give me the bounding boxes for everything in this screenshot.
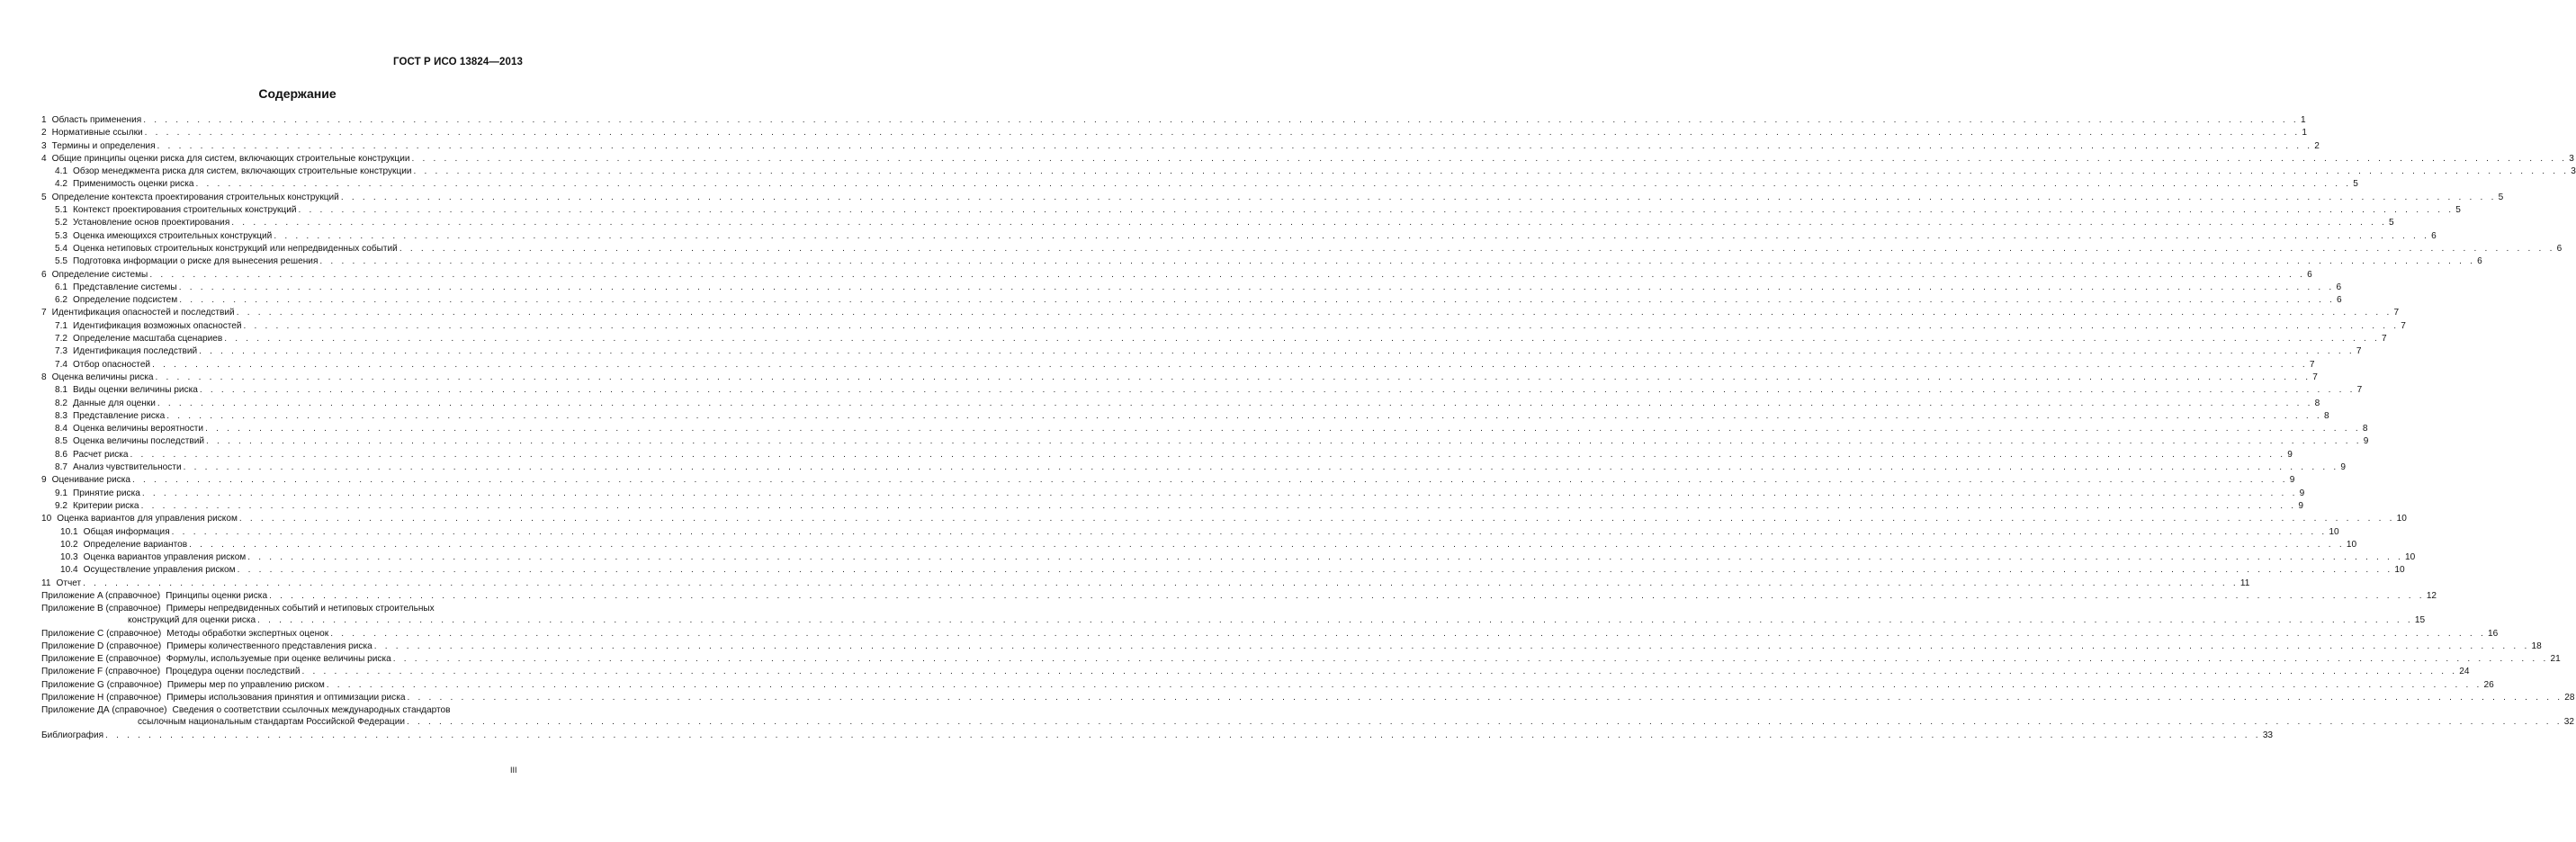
toc-entry[interactable] <box>41 704 525 716</box>
toc-entry-number: 5.2 <box>55 218 68 228</box>
toc-entry[interactable] <box>41 178 2358 191</box>
toc-entry[interactable] <box>41 243 2563 255</box>
toc-entry-page: 7 <box>2356 346 2362 357</box>
toc-entry-title: Расчет риска <box>73 449 129 460</box>
toc-entry-page: 12 <box>2426 590 2437 601</box>
toc-entry-page: 7 <box>2309 359 2315 370</box>
dot-leader: . . . . . . . . . . . . . . . . . . . . . . . . . . . . . . . . . . . . . . . . . . . . . . . . . . . . . . . . . . . . . . . . . . . . . . . . . . . . . . . . . . . . . . . . . . . . . . . . . . . . . . . . . . . . . . . . . . . . . . . . . . . . . . . . . . . . . . . . . . . . . . . . . . . . . . . . . . . . . . . . . . . . . . . . . . . . . . . . . . . . . . . . . . . . . . . . . . . . . . . . <box>231 218 2388 228</box>
toc-entry-number: 8.3 <box>55 410 68 421</box>
toc-entry-title: Сведения о соответствии ссылочных международных стандартов <box>172 705 451 716</box>
toc-entry[interactable] <box>41 435 2369 448</box>
toc-entry-title: Идентификация возможных опасностей <box>73 320 242 331</box>
dot-leader: . . . . . . . . . . . . . . . . . . . . . . . . . . . . . . . . . . . . . . . . . . . . . . . . . . . . . . . . . . . . . . . . . . . . . . . . . . . . . . . . . . . . . . . . . . . . . . . . . . . . . . . . . . . . . . . . . . . . . . . . . . . . . . . . . . . . . . . . . . . . . . . . . . . . . . . . . . . . . . . . . . . . . . . . . . . . . . . . . . . . . . . . . . . . . . . . . . . . . . . . <box>132 475 2288 486</box>
dot-leader: . . . . . . . . . . . . . . . . . . . . . . . . . . . . . . . . . . . . . . . . . . . . . . . . . . . . . . . . . . . . . . . . . . . . . . . . . . . . . . . . . . . . . . . . . . . . . . . . . . . . . . . . . . . . . . . . . . . . . . . . . . . . . . . . . . . . . . . . . . . . . . . . . . . . . . . . . . . . . . . . . . . . . . . . . . . . . . . . . . . . . . . . . . . . . . . . . . . . . . . . <box>319 256 2476 267</box>
page-title: Содержание <box>258 86 337 101</box>
toc-entry-page: 6 <box>2336 282 2342 292</box>
dot-leader: . . . . . . . . . . . . . . . . . . . . . . . . . . . . . . . . . . . . . . . . . . . . . . . . . . . . . . . . . . . . . . . . . . . . . . . . . . . . . . . . . . . . . . . . . . . . . . . . . . . . . . . . . . . . . . . . . . . . . . . . . . . . . . . . . . . . . . . . . . . . . . . . . . . . . . . . . . . . . . . . . . . . . . . . . . . . . . . . . . . . . . . . . . . . . . . . . . . . . . . . <box>411 153 2568 164</box>
toc-entry-title: Обзор менеджмента риска для систем, включающих строительные конструкции <box>73 166 412 177</box>
toc-entry-page: 5 <box>2353 179 2358 190</box>
toc-entry-continuation[interactable] <box>41 614 2426 627</box>
toc-entry[interactable] <box>41 307 2400 319</box>
toc-entry-number: 9.2 <box>55 500 68 511</box>
dot-leader: . . . . . . . . . . . . . . . . . . . . . . . . . . . . . . . . . . . . . . . . . . . . . . . . . . . . . . . . . . . . . . . . . . . . . . . . . . . . . . . . . . . . . . . . . . . . . . . . . . . . . . . . . . . . . . . . . . . . . . . . . . . . . . . . . . . . . . . . . . . . . . . . . . . . . . . . . . . . . . . . . . . . . . . . . . . . . . . . . . . . . . . . . . . . . . . . . . . . . . . . <box>189 539 2345 550</box>
dot-leader: . . . . . . . . . . . . . . . . . . . . . . . . . . . . . . . . . . . . . . . . . . . . . . . . . . . . . . . . . . . . . . . . . . . . . . . . . . . . . . . . . . . . . . . . . . . . . . . . . . . . . . . . . . . . . . . . . . . . . . . . . . . . . . . . . . . . . . . . . . . . . . . . . . . . . . . . . . . . . . . . . . . . . . . . . . . . . . . . . . . . . . . . . . . . . . . . . . . . . . . . <box>373 640 2530 651</box>
toc-entry-title: Представление риска <box>73 410 166 421</box>
toc-entry-page: 5 <box>2498 192 2504 202</box>
toc-entry-number: 9.1 <box>55 488 68 498</box>
toc-entry[interactable] <box>41 423 2368 435</box>
toc-entry[interactable] <box>41 603 525 614</box>
toc-entry-title-continued: конструкций для оценки риска <box>128 615 256 626</box>
toc-entry-title-continued: ссылочным национальным стандартам Российской Федерации <box>138 717 405 728</box>
toc-entry-title: Идентификация последствий <box>73 346 198 357</box>
toc-entry-title: Определение подсистем <box>73 295 178 306</box>
toc-entry-page: 6 <box>2556 243 2563 254</box>
toc-entry-number: 9 <box>41 475 47 486</box>
toc-entry[interactable] <box>41 410 2329 423</box>
toc-entry-title: Методы обработки экспертных оценок <box>166 628 329 639</box>
toc-entry-page: 3 <box>2569 153 2574 164</box>
toc-entry-page: 24 <box>2459 667 2470 677</box>
toc-entry-title: Примеры использования принятия и оптимизации риска <box>166 693 406 703</box>
toc-entry[interactable] <box>41 578 2250 590</box>
toc-entry-page: 9 <box>2298 500 2303 511</box>
toc-entry[interactable] <box>41 461 2346 474</box>
toc-entry-number: 8.5 <box>55 436 68 447</box>
toc-entry-number: Приложение C (справочное) <box>41 628 162 639</box>
toc-entry-title: Оценивание риска <box>51 475 131 486</box>
toc-entry-continuation[interactable] <box>41 716 2574 729</box>
toc-entry-page: 7 <box>2356 385 2363 396</box>
toc-entry-title: Анализ чувствительности <box>73 462 182 473</box>
toc-entry-page: 9 <box>2363 436 2369 447</box>
toc-entry[interactable] <box>41 526 2339 539</box>
dot-leader: . . . . . . . . . . . . . . . . . . . . . . . . . . . . . . . . . . . . . . . . . . . . . . . . . . . . . . . . . . . . . . . . . . . . . . . . . . . . . . . . . . . . . . . . . . . . . . . . . . . . . . . . . . . . . . . . . . . . . . . . . . . . . . . . . . . . . . . . . . . . . . . . . . . . . . . . . . . . . . . . . . . . . . . . . . . . . . . . . . . . . . . . . . . . . . . . . . . . . . . . <box>105 730 2261 740</box>
toc-entry[interactable] <box>41 166 2576 178</box>
toc-entry[interactable] <box>41 692 2575 704</box>
toc-entry-title: Процедура оценки последствий <box>166 667 301 677</box>
dot-leader: . . . . . . . . . . . . . . . . . . . . . . . . . . . . . . . . . . . . . . . . . . . . . . . . . . . . . . . . . . . . . . . . . . . . . . . . . . . . . . . . . . . . . . . . . . . . . . . . . . . . . . . . . . . . . . . . . . . . . . . . . . . . . . . . . . . . . . . . . . . . . . . . . . . . . . . . . . . . . . . . . . . . . . . . . . . . . . . . . . . . . . . . . . . . . . . . . . . . . . . . <box>195 179 2352 190</box>
dot-leader: . . . . . . . . . . . . . . . . . . . . . . . . . . . . . . . . . . . . . . . . . . . . . . . . . . . . . . . . . . . . . . . . . . . . . . . . . . . . . . . . . . . . . . . . . . . . . . . . . . . . . . . . . . . . . . . . . . . . . . . . . . . . . . . . . . . . . . . . . . . . . . . . . . . . . . . . . . . . . . . . . . . . . . . . . . . . . . . . . . . . . . . . . . . . . . . . . . . . . . . . <box>152 359 2308 370</box>
dot-leader: . . . . . . . . . . . . . . . . . . . . . . . . . . . . . . . . . . . . . . . . . . . . . . . . . . . . . . . . . . . . . . . . . . . . . . . . . . . . . . . . . . . . . . . . . . . . . . . . . . . . . . . . . . . . . . . . . . . . . . . . . . . . . . . . . . . . . . . . . . . . . . . . . . . . . . . . . . . . . . . . . . . . . . . . . . . . . . . . . . . . . . . . . . . . . . . . . . . . . . . . <box>206 436 2362 447</box>
toc-entry-number: 10.4 <box>60 565 78 576</box>
toc-entry-number: 1 <box>41 115 47 125</box>
toc-entry[interactable] <box>41 628 2499 640</box>
page-number: III <box>510 766 517 775</box>
dot-leader: . . . . . . . . . . . . . . . . . . . . . . . . . . . . . . . . . . . . . . . . . . . . . . . . . . . . . . . . . . . . . . . . . . . . . . . . . . . . . . . . . . . . . . . . . . . . . . . . . . . . . . . . . . . . . . . . . . . . . . . . . . . . . . . . . . . . . . . . . . . . . . . . . . . . . . . . . . . . . . . . . . . . . . . . . . . . . . . . . . . . . . . . . . . . . . . . . . . . . . . . <box>407 693 2563 703</box>
toc-entry-page: 7 <box>2381 334 2387 345</box>
toc-entry-number: Приложение D (справочное) <box>41 640 162 651</box>
toc-entry-title: Осуществление управления риском <box>83 565 236 576</box>
toc-entry-title: Принципы оценки риска <box>166 590 268 601</box>
toc-entry-page: 8 <box>2323 410 2329 421</box>
dot-leader: . . . . . . . . . . . . . . . . . . . . . . . . . . . . . . . . . . . . . . . . . . . . . . . . . . . . . . . . . . . . . . . . . . . . . . . . . . . . . . . . . . . . . . . . . . . . . . . . . . . . . . . . . . . . . . . . . . . . . . . . . . . . . . . . . . . . . . . . . . . . . . . . . . . . . . . . . . . . . . . . . . . . . . . . . . . . . . . . . . . . . . . . . . . . . . . . . . . . . . . . <box>166 410 2322 421</box>
toc-entry[interactable] <box>41 294 2342 307</box>
toc-entry[interactable] <box>41 282 2342 294</box>
toc-entry-title: Принятие риска <box>73 488 140 498</box>
toc-entry[interactable] <box>41 500 2303 513</box>
toc-entry-page: 1 <box>2302 128 2308 139</box>
toc-entry-page: 7 <box>2401 320 2406 331</box>
toc-entry-title: Оценка величины вероятности <box>73 424 204 434</box>
toc-entry-number: 5 <box>41 192 47 202</box>
toc-entry[interactable] <box>41 679 2494 692</box>
toc-entry-number: 6.1 <box>55 282 68 292</box>
toc-entry-title: Критерии риска <box>73 500 139 511</box>
toc-entry-title: Определение системы <box>51 269 148 280</box>
dot-leader: . . . . . . . . . . . . . . . . . . . . . . . . . . . . . . . . . . . . . . . . . . . . . . . . . . . . . . . . . . . . . . . . . . . . . . . . . . . . . . . . . . . . . . . . . . . . . . . . . . . . . . . . . . . . . . . . . . . . . . . . . . . . . . . . . . . . . . . . . . . . . . . . . . . . . . . . . . . . . . . . . . . . . . . . . . . . . . . . . . . . . . . . . . . . . . . . . . . . . . . . <box>144 128 2301 139</box>
standard-designation: ГОСТ Р ИСО 13824—2013 <box>392 57 523 67</box>
toc-entry-number: 5.1 <box>55 205 68 216</box>
toc-entry-number: 6.2 <box>55 295 68 306</box>
dot-leader: . . . . . . . . . . . . . . . . . . . . . . . . . . . . . . . . . . . . . . . . . . . . . . . . . . . . . . . . . . . . . . . . . . . . . . . . . . . . . . . . . . . . . . . . . . . . . . . . . . . . . . . . . . . . . . . . . . . . . . . . . . . . . . . . . . . . . . . . . . . . . . . . . . . . . . . . . . . . . . . . . . . . . . . . . . . . . . . . . . . . . . . . . . . . . . . . . . . . . . . . <box>83 578 2239 588</box>
dot-leader: . . . . . . . . . . . . . . . . . . . . . . . . . . . . . . . . . . . . . . . . . . . . . . . . . . . . . . . . . . . . . . . . . . . . . . . . . . . . . . . . . . . . . . . . . . . . . . . . . . . . . . . . . . . . . . . . . . . . . . . . . . . . . . . . . . . . . . . . . . . . . . . . . . . . . . . . . . . . . . . . . . . . . . . . . . . . . . . . . . . . . . . . . . . . . . . . . . . . . . . . <box>274 230 2430 241</box>
toc-entry-number: 7.4 <box>55 359 68 370</box>
toc-entry[interactable] <box>41 384 2363 397</box>
toc-entry-title: Определение вариантов <box>83 539 188 550</box>
toc-entry-number: 7.3 <box>55 346 68 357</box>
toc-entry-page: 10 <box>2396 514 2407 524</box>
dot-leader: . . . . . . . . . . . . . . . . . . . . . . . . . . . . . . . . . . . . . . . . . . . . . . . . . . . . . . . . . . . . . . . . . . . . . . . . . . . . . . . . . . . . . . . . . . . . . . . . . . . . . . . . . . . . . . . . . . . . . . . . . . . . . . . . . . . . . . . . . . . . . . . . . . . . . . . . . . . . . . . . . . . . . . . . . . . . . . . . . . . . . . . . . . . . . . . . . . . . . . . . <box>238 514 2395 524</box>
toc-entry-page: 9 <box>2287 449 2293 460</box>
toc-entry-title: Оценка величины риска <box>51 372 154 382</box>
toc-entry[interactable] <box>41 564 2405 577</box>
dot-leader: . . . . . . . . . . . . . . . . . . . . . . . . . . . . . . . . . . . . . . . . . . . . . . . . . . . . . . . . . . . . . . . . . . . . . . . . . . . . . . . . . . . . . . . . . . . . . . . . . . . . . . . . . . . . . . . . . . . . . . . . . . . . . . . . . . . . . . . . . . . . . . . . . . . . . . . . . . . . . . . . . . . . . . . . . . . . . . . . . . . . . . . . . . . . . . . . . . . . . . . . <box>155 372 2311 382</box>
toc-entry[interactable] <box>41 666 2470 678</box>
toc-entry-page: 33 <box>2262 730 2274 740</box>
dot-leader: . . . . . . . . . . . . . . . . . . . . . . . . . . . . . . . . . . . . . . . . . . . . . . . . . . . . . . . . . . . . . . . . . . . . . . . . . . . . . . . . . . . . . . . . . . . . . . . . . . . . . . . . . . . . . . . . . . . . . . . . . . . . . . . . . . . . . . . . . . . . . . . . . . . . . . . . . . . . . . . . . . . . . . . . . . . . . . . . . . . . . . . . . . . . . . . . . . . . . . . . <box>392 654 2549 665</box>
toc-entry-title: Область применения <box>51 115 142 125</box>
dot-leader: . . . . . . . . . . . . . . . . . . . . . . . . . . . . . . . . . . . . . . . . . . . . . . . . . . . . . . . . . . . . . . . . . . . . . . . . . . . . . . . . . . . . . . . . . . . . . . . . . . . . . . . . . . . . . . . . . . . . . . . . . . . . . . . . . . . . . . . . . . . . . . . . . . . . . . . . . . . . . . . . . . . . . . . . . . . . . . . . . . . . . . . . . . . . . . . . . . . . . . . . <box>406 717 2563 728</box>
toc-entry[interactable] <box>41 140 2320 153</box>
toc-entry[interactable] <box>41 359 2315 372</box>
dot-leader: . . . . . . . . . . . . . . . . . . . . . . . . . . . . . . . . . . . . . . . . . . . . . . . . . . . . . . . . . . . . . . . . . . . . . . . . . . . . . . . . . . . . . . . . . . . . . . . . . . . . . . . . . . . . . . . . . . . . . . . . . . . . . . . . . . . . . . . . . . . . . . . . . . . . . . . . . . . . . . . . . . . . . . . . . . . . . . . . . . . . . . . . . . . . . . . . . . . . . . . . <box>205 424 2361 434</box>
toc-entry-page: 6 <box>2307 269 2312 280</box>
toc-entry[interactable] <box>41 114 2306 127</box>
toc-entry[interactable] <box>41 153 2574 166</box>
toc-entry-title: Общие принципы оценки риска для систем, включающих строительные конструкции <box>51 153 410 164</box>
toc-entry-title: Определение контекста проектирования строительных конструкций <box>51 192 339 202</box>
dot-leader: . . . . . . . . . . . . . . . . . . . . . . . . . . . . . . . . . . . . . . . . . . . . . . . . . . . . . . . . . . . . . . . . . . . . . . . . . . . . . . . . . . . . . . . . . . . . . . . . . . . . . . . . . . . . . . . . . . . . . . . . . . . . . . . . . . . . . . . . . . . . . . . . . . . . . . . . . . . . . . . . . . . . . . . . . . . . . . . . . . . . . . . . . . . . . . . . . . . . . . . . <box>157 398 2313 408</box>
toc-entry-number: 5.5 <box>55 256 68 267</box>
toc-entry[interactable] <box>41 640 2542 653</box>
toc-entry-page: 10 <box>2405 552 2416 563</box>
toc-entry-number: 4.1 <box>55 166 68 177</box>
toc-entry-title: Оценка вариантов управления риском <box>83 552 247 563</box>
dot-leader: . . . . . . . . . . . . . . . . . . . . . . . . . . . . . . . . . . . . . . . . . . . . . . . . . . . . . . . . . . . . . . . . . . . . . . . . . . . . . . . . . . . . . . . . . . . . . . . . . . . . . . . . . . . . . . . . . . . . . . . . . . . . . . . . . . . . . . . . . . . . . . . . . . . . . . . . . . . . . . . . . . . . . . . . . . . . . . . . . . . . . . . . . . . . . . . . . . . . . . . . <box>199 385 2356 396</box>
toc-entry-page: 6 <box>2336 295 2342 306</box>
toc-entry-title: Установление основ проектирования <box>73 218 230 228</box>
toc-entry[interactable] <box>41 398 2320 410</box>
toc-entry[interactable] <box>41 474 2295 487</box>
toc-entry-number: 8 <box>41 372 47 382</box>
toc-entry-number: 10.1 <box>60 526 78 537</box>
toc-entry-title: Термины и определения <box>51 140 156 151</box>
toc-entry-page: 8 <box>2362 424 2368 434</box>
toc-entry-title: Определение масштаба сценариев <box>73 334 223 345</box>
dot-leader: . . . . . . . . . . . . . . . . . . . . . . . . . . . . . . . . . . . . . . . . . . . . . . . . . . . . . . . . . . . . . . . . . . . . . . . . . . . . . . . . . . . . . . . . . . . . . . . . . . . . . . . . . . . . . . . . . . . . . . . . . . . . . . . . . . . . . . . . . . . . . . . . . . . . . . . . . . . . . . . . . . . . . . . . . . . . . . . . . . . . . . . . . . . . . . . . . . . . . . . . <box>183 462 2339 473</box>
dot-leader: . . . . . . . . . . . . . . . . . . . . . . . . . . . . . . . . . . . . . . . . . . . . . . . . . . . . . . . . . . . . . . . . . . . . . . . . . . . . . . . . . . . . . . . . . . . . . . . . . . . . . . . . . . . . . . . . . . . . . . . . . . . . . . . . . . . . . . . . . . . . . . . . . . . . . . . . . . . . . . . . . . . . . . . . . . . . . . . . . . . . . . . . . . . . . . . . . . . . . . . . <box>157 140 2313 151</box>
toc-entry-number: 8.2 <box>55 398 68 408</box>
toc-entry-title: Отбор опасностей <box>73 359 151 370</box>
toc-entry-page: 8 <box>2314 398 2320 408</box>
dot-leader: . . . . . . . . . . . . . . . . . . . . . . . . . . . . . . . . . . . . . . . . . . . . . . . . . . . . . . . . . . . . . . . . . . . . . . . . . . . . . . . . . . . . . . . . . . . . . . . . . . . . . . . . . . . . . . . . . . . . . . . . . . . . . . . . . . . . . . . . . . . . . . . . . . . . . . . . . . . . . . . . . . . . . . . . . . . . . . . . . . . . . . . . . . . . . . . . . . . . . . . . <box>178 282 2335 292</box>
toc-entry-title: Контекст проектирования строительных конструкций <box>73 205 297 216</box>
toc-entry-number: Приложение E (справочное) <box>41 654 161 665</box>
toc-entry-number: 2 <box>41 128 47 139</box>
toc-entry-title: Оценка величины последствий <box>73 436 205 447</box>
toc-entry-number: 4.2 <box>55 179 68 190</box>
toc-entry-title: Нормативные ссылки <box>51 128 143 139</box>
toc-entry-page: 10 <box>2329 526 2339 537</box>
toc-entry-page: 16 <box>2487 628 2499 639</box>
toc-entry-page: 18 <box>2531 640 2542 651</box>
toc-entry-number: 4 <box>41 153 47 164</box>
toc-entry[interactable] <box>41 127 2308 139</box>
toc-entry[interactable] <box>41 730 2274 742</box>
toc-entry[interactable] <box>41 192 2504 204</box>
toc-entry-title: Примеры непредвиденных событий и нетиповых строительных <box>166 604 435 614</box>
dot-leader: . . . . . . . . . . . . . . . . . . . . . . . . . . . . . . . . . . . . . . . . . . . . . . . . . . . . . . . . . . . . . . . . . . . . . . . . . . . . . . . . . . . . . . . . . . . . . . . . . . . . . . . . . . . . . . . . . . . . . . . . . . . . . . . . . . . . . . . . . . . . . . . . . . . . . . . . . . . . . . . . . . . . . . . . . . . . . . . . . . . . . . . . . . . . . . . . . . . . . . . . <box>140 500 2297 511</box>
dot-leader: . . . . . . . . . . . . . . . . . . . . . . . . . . . . . . . . . . . . . . . . . . . . . . . . . . . . . . . . . . . . . . . . . . . . . . . . . . . . . . . . . . . . . . . . . . . . . . . . . . . . . . . . . . . . . . . . . . . . . . . . . . . . . . . . . . . . . . . . . . . . . . . . . . . . . . . . . . . . . . . . . . . . . . . . . . . . . . . . . . . . . . . . . . . . . . . . . . . . . . . . <box>326 679 2482 690</box>
toc-entry-title: Примеры мер по управлению риском <box>166 679 325 690</box>
toc-entry-number: 5.3 <box>55 230 68 241</box>
toc-entry-number: Приложение H (справочное) <box>41 693 162 703</box>
toc-entry-page: 32 <box>2563 717 2574 728</box>
toc-entry-page: 7 <box>2312 372 2318 382</box>
toc-entry-page: 2 <box>2314 140 2320 151</box>
toc-entry-page: 6 <box>2477 256 2482 267</box>
dot-leader: . . . . . . . . . . . . . . . . . . . . . . . . . . . . . . . . . . . . . . . . . . . . . . . . . . . . . . . . . . . . . . . . . . . . . . . . . . . . . . . . . . . . . . . . . . . . . . . . . . . . . . . . . . . . . . . . . . . . . . . . . . . . . . . . . . . . . . . . . . . . . . . . . . . . . . . . . . . . . . . . . . . . . . . . . . . . . . . . . . . . . . . . . . . . . . . . . . . . . . . . <box>149 269 2306 280</box>
dot-leader: . . . . . . . . . . . . . . . . . . . . . . . . . . . . . . . . . . . . . . . . . . . . . . . . . . . . . . . . . . . . . . . . . . . . . . . . . . . . . . . . . . . . . . . . . . . . . . . . . . . . . . . . . . . . . . . . . . . . . . . . . . . . . . . . . . . . . . . . . . . . . . . . . . . . . . . . . . . . . . . . . . . . . . . . . . . . . . . . . . . . . . . . . . . . . . . . . . . . . . . . <box>269 590 2425 601</box>
toc-entry-number: 8.7 <box>55 462 68 473</box>
toc-entry-page: 3 <box>2571 166 2576 177</box>
dot-leader: . . . . . . . . . . . . . . . . . . . . . . . . . . . . . . . . . . . . . . . . . . . . . . . . . . . . . . . . . . . . . . . . . . . . . . . . . . . . . . . . . . . . . . . . . . . . . . . . . . . . . . . . . . . . . . . . . . . . . . . . . . . . . . . . . . . . . . . . . . . . . . . . . . . . . . . . . . . . . . . . . . . . . . . . . . . . . . . . . . . . . . . . . . . . . . . . . . . . . . . . <box>143 115 2299 125</box>
toc-entry-title: Общая информация <box>83 526 170 537</box>
toc-entry-title: Оценка имеющихся строительных конструкций <box>73 230 273 241</box>
dot-leader: . . . . . . . . . . . . . . . . . . . . . . . . . . . . . . . . . . . . . . . . . . . . . . . . . . . . . . . . . . . . . . . . . . . . . . . . . . . . . . . . . . . . . . . . . . . . . . . . . . . . . . . . . . . . . . . . . . . . . . . . . . . . . . . . . . . . . . . . . . . . . . . . . . . . . . . . . . . . . . . . . . . . . . . . . . . . . . . . . . . . . . . . . . . . . . . . . . . . . . . . <box>301 667 2458 677</box>
toc-entry-title: Подготовка информации о риске для вынесения решения <box>73 256 319 267</box>
toc-entry-number: 3 <box>41 140 47 151</box>
toc-entry[interactable] <box>41 230 2437 243</box>
toc-entry-page: 11 <box>2239 578 2250 588</box>
toc-entry-title: Формулы, используемые при оценке величины риска <box>166 654 391 665</box>
toc-entry[interactable] <box>41 217 2394 229</box>
dot-leader: . . . . . . . . . . . . . . . . . . . . . . . . . . . . . . . . . . . . . . . . . . . . . . . . . . . . . . . . . . . . . . . . . . . . . . . . . . . . . . . . . . . . . . . . . . . . . . . . . . . . . . . . . . . . . . . . . . . . . . . . . . . . . . . . . . . . . . . . . . . . . . . . . . . . . . . . . . . . . . . . . . . . . . . . . . . . . . . . . . . . . . . . . . . . . . . . . . . . . . . . <box>298 205 2455 216</box>
toc-entry-page: 10 <box>2346 539 2357 550</box>
toc-entry[interactable] <box>41 345 2362 358</box>
toc-entry[interactable] <box>41 320 2406 333</box>
toc-entry[interactable] <box>41 551 2416 564</box>
toc-entry-number: 7.2 <box>55 334 68 345</box>
toc-entry-title: Применимость оценки риска <box>73 179 194 190</box>
toc-entry-number: 7 <box>41 308 47 318</box>
toc-entry-number: 8.6 <box>55 449 68 460</box>
toc-entry-page: 7 <box>2393 308 2400 318</box>
toc-entry-number: 6 <box>41 269 47 280</box>
toc-entry[interactable] <box>41 539 2357 551</box>
toc-entry-number: Приложение G (справочное) <box>41 679 162 690</box>
dot-leader: . . . . . . . . . . . . . . . . . . . . . . . . . . . . . . . . . . . . . . . . . . . . . . . . . . . . . . . . . . . . . . . . . . . . . . . . . . . . . . . . . . . . . . . . . . . . . . . . . . . . . . . . . . . . . . . . . . . . . . . . . . . . . . . . . . . . . . . . . . . . . . . . . . . . . . . . . . . . . . . . . . . . . . . . . . . . . . . . . . . . . . . . . . . . . . . . . . . . . . . . <box>224 334 2380 345</box>
toc-entry[interactable] <box>41 513 2407 525</box>
toc-entry-number: 10 <box>41 514 52 524</box>
table-of-contents <box>41 114 2576 742</box>
dot-leader: . . . . . . . . . . . . . . . . . . . . . . . . . . . . . . . . . . . . . . . . . . . . . . . . . . . . . . . . . . . . . . . . . . . . . . . . . . . . . . . . . . . . . . . . . . . . . . . . . . . . . . . . . . . . . . . . . . . . . . . . . . . . . . . . . . . . . . . . . . . . . . . . . . . . . . . . . . . . . . . . . . . . . . . . . . . . . . . . . . . . . . . . . . . . . . . . . . . . . . . . <box>236 308 2392 318</box>
toc-entry-page: 9 <box>2340 462 2346 473</box>
dot-leader: . . . . . . . . . . . . . . . . . . . . . . . . . . . . . . . . . . . . . . . . . . . . . . . . . . . . . . . . . . . . . . . . . . . . . . . . . . . . . . . . . . . . . . . . . . . . . . . . . . . . . . . . . . . . . . . . . . . . . . . . . . . . . . . . . . . . . . . . . . . . . . . . . . . . . . . . . . . . . . . . . . . . . . . . . . . . . . . . . . . . . . . . . . . . . . . . . . . . . . . . <box>237 565 2393 576</box>
toc-entry-title: Библиография <box>41 730 104 740</box>
dot-leader: . . . . . . . . . . . . . . . . . . . . . . . . . . . . . . . . . . . . . . . . . . . . . . . . . . . . . . . . . . . . . . . . . . . . . . . . . . . . . . . . . . . . . . . . . . . . . . . . . . . . . . . . . . . . . . . . . . . . . . . . . . . . . . . . . . . . . . . . . . . . . . . . . . . . . . . . . . . . . . . . . . . . . . . . . . . . . . . . . . . . . . . . . . . . . . . . . . . . . . . . <box>247 552 2403 563</box>
toc-entry-page: 9 <box>2299 488 2305 498</box>
toc-entry-number: 10.2 <box>60 539 78 550</box>
dot-leader: . . . . . . . . . . . . . . . . . . . . . . . . . . . . . . . . . . . . . . . . . . . . . . . . . . . . . . . . . . . . . . . . . . . . . . . . . . . . . . . . . . . . . . . . . . . . . . . . . . . . . . . . . . . . . . . . . . . . . . . . . . . . . . . . . . . . . . . . . . . . . . . . . . . . . . . . . . . . . . . . . . . . . . . . . . . . . . . . . . . . . . . . . . . . . . . . . . . . . . . . <box>141 488 2298 498</box>
dot-leader: . . . . . . . . . . . . . . . . . . . . . . . . . . . . . . . . . . . . . . . . . . . . . . . . . . . . . . . . . . . . . . . . . . . . . . . . . . . . . . . . . . . . . . . . . . . . . . . . . . . . . . . . . . . . . . . . . . . . . . . . . . . . . . . . . . . . . . . . . . . . . . . . . . . . . . . . . . . . . . . . . . . . . . . . . . . . . . . . . . . . . . . . . . . . . . . . . . . . . . . . <box>413 166 2570 177</box>
toc-entry-number: 7.1 <box>55 320 68 331</box>
toc-entry-title: Виды оценки величины риска <box>73 385 198 396</box>
toc-entry-number: Приложение A (справочное) <box>41 590 161 601</box>
toc-entry[interactable] <box>41 372 2318 384</box>
toc-entry[interactable] <box>41 449 2293 461</box>
toc-entry[interactable] <box>41 204 2461 217</box>
toc-entry[interactable] <box>41 653 2561 666</box>
dot-leader: . . . . . . . . . . . . . . . . . . . . . . . . . . . . . . . . . . . . . . . . . . . . . . . . . . . . . . . . . . . . . . . . . . . . . . . . . . . . . . . . . . . . . . . . . . . . . . . . . . . . . . . . . . . . . . . . . . . . . . . . . . . . . . . . . . . . . . . . . . . . . . . . . . . . . . . . . . . . . . . . . . . . . . . . . . . . . . . . . . . . . . . . . . . . . . . . . . . . . . . . <box>130 449 2286 460</box>
toc-entry-title: Представление системы <box>73 282 177 292</box>
dot-leader: . . . . . . . . . . . . . . . . . . . . . . . . . . . . . . . . . . . . . . . . . . . . . . . . . . . . . . . . . . . . . . . . . . . . . . . . . . . . . . . . . . . . . . . . . . . . . . . . . . . . . . . . . . . . . . . . . . . . . . . . . . . . . . . . . . . . . . . . . . . . . . . . . . . . . . . . . . . . . . . . . . . . . . . . . . . . . . . . . . . . . . . . . . . . . . . . . . . . . . . . <box>257 615 2413 626</box>
toc-entry-number: 8.1 <box>55 385 68 396</box>
dot-leader: . . . . . . . . . . . . . . . . . . . . . . . . . . . . . . . . . . . . . . . . . . . . . . . . . . . . . . . . . . . . . . . . . . . . . . . . . . . . . . . . . . . . . . . . . . . . . . . . . . . . . . . . . . . . . . . . . . . . . . . . . . . . . . . . . . . . . . . . . . . . . . . . . . . . . . . . . . . . . . . . . . . . . . . . . . . . . . . . . . . . . . . . . . . . . . . . . . . . . . . . <box>199 346 2355 357</box>
dot-leader: . . . . . . . . . . . . . . . . . . . . . . . . . . . . . . . . . . . . . . . . . . . . . . . . . . . . . . . . . . . . . . . . . . . . . . . . . . . . . . . . . . . . . . . . . . . . . . . . . . . . . . . . . . . . . . . . . . . . . . . . . . . . . . . . . . . . . . . . . . . . . . . . . . . . . . . . . . . . . . . . . . . . . . . . . . . . . . . . . . . . . . . . . . . . . . . . . . . . . . . . <box>340 192 2497 202</box>
toc-entry-page: 21 <box>2550 654 2561 665</box>
dot-leader: . . . . . . . . . . . . . . . . . . . . . . . . . . . . . . . . . . . . . . . . . . . . . . . . . . . . . . . . . . . . . . . . . . . . . . . . . . . . . . . . . . . . . . . . . . . . . . . . . . . . . . . . . . . . . . . . . . . . . . . . . . . . . . . . . . . . . . . . . . . . . . . . . . . . . . . . . . . . . . . . . . . . . . . . . . . . . . . . . . . . . . . . . . . . . . . . . . . . . . . . <box>399 243 2555 254</box>
dot-leader: . . . . . . . . . . . . . . . . . . . . . . . . . . . . . . . . . . . . . . . . . . . . . . . . . . . . . . . . . . . . . . . . . . . . . . . . . . . . . . . . . . . . . . . . . . . . . . . . . . . . . . . . . . . . . . . . . . . . . . . . . . . . . . . . . . . . . . . . . . . . . . . . . . . . . . . . . . . . . . . . . . . . . . . . . . . . . . . . . . . . . . . . . . . . . . . . . . . . . . . . <box>179 295 2335 306</box>
toc-entry-page: 1 <box>2300 115 2306 125</box>
toc-entry-page: 9 <box>2289 475 2295 486</box>
toc-entry-page: 5 <box>2455 205 2461 216</box>
toc-entry-title: Идентификация опасностей и последствий <box>51 308 235 318</box>
toc-entry-title: Оценка вариантов для управления риском <box>57 514 238 524</box>
toc-entry[interactable] <box>41 488 2305 500</box>
toc-entry-page: 15 <box>2414 615 2426 626</box>
dot-leader: . . . . . . . . . . . . . . . . . . . . . . . . . . . . . . . . . . . . . . . . . . . . . . . . . . . . . . . . . . . . . . . . . . . . . . . . . . . . . . . . . . . . . . . . . . . . . . . . . . . . . . . . . . . . . . . . . . . . . . . . . . . . . . . . . . . . . . . . . . . . . . . . . . . . . . . . . . . . . . . . . . . . . . . . . . . . . . . . . . . . . . . . . . . . . . . . . . . . . . . . <box>330 628 2486 639</box>
toc-entry[interactable] <box>41 255 2482 268</box>
toc-entry-page: 26 <box>2483 679 2494 690</box>
dot-leader: . . . . . . . . . . . . . . . . . . . . . . . . . . . . . . . . . . . . . . . . . . . . . . . . . . . . . . . . . . . . . . . . . . . . . . . . . . . . . . . . . . . . . . . . . . . . . . . . . . . . . . . . . . . . . . . . . . . . . . . . . . . . . . . . . . . . . . . . . . . . . . . . . . . . . . . . . . . . . . . . . . . . . . . . . . . . . . . . . . . . . . . . . . . . . . . . . . . . . . . . <box>171 526 2328 537</box>
toc-entry-number: 10.3 <box>60 552 78 563</box>
toc-entry-title: Примеры количественного представления риска <box>166 640 372 651</box>
toc-entry-page: 10 <box>2394 565 2405 576</box>
toc-entry-number: Приложение B (справочное) <box>41 604 161 614</box>
toc-entry-page: 5 <box>2389 218 2394 228</box>
toc-entry[interactable] <box>41 590 2437 603</box>
toc-entry-number: 8.4 <box>55 424 68 434</box>
toc-entry[interactable] <box>41 333 2387 345</box>
toc-entry-number: Приложение F (справочное) <box>41 667 161 677</box>
toc-entry-number: 5.4 <box>55 243 68 254</box>
toc-entry-number: Приложение ДА (справочное) <box>41 705 167 716</box>
toc-entry-title: Данные для оценки <box>73 398 156 408</box>
toc-entry-page: 6 <box>2431 230 2437 241</box>
toc-entry-title: Оценка нетиповых строительных конструкций или непредвиденных событий <box>73 243 398 254</box>
toc-entry-number: 11 <box>41 578 51 588</box>
toc-entry-title: Отчет <box>56 578 82 588</box>
toc-entry[interactable] <box>41 269 2312 282</box>
dot-leader: . . . . . . . . . . . . . . . . . . . . . . . . . . . . . . . . . . . . . . . . . . . . . . . . . . . . . . . . . . . . . . . . . . . . . . . . . . . . . . . . . . . . . . . . . . . . . . . . . . . . . . . . . . . . . . . . . . . . . . . . . . . . . . . . . . . . . . . . . . . . . . . . . . . . . . . . . . . . . . . . . . . . . . . . . . . . . . . . . . . . . . . . . . . . . . . . . . . . . . . . <box>243 320 2400 331</box>
toc-entry-page: 28 <box>2564 693 2575 703</box>
